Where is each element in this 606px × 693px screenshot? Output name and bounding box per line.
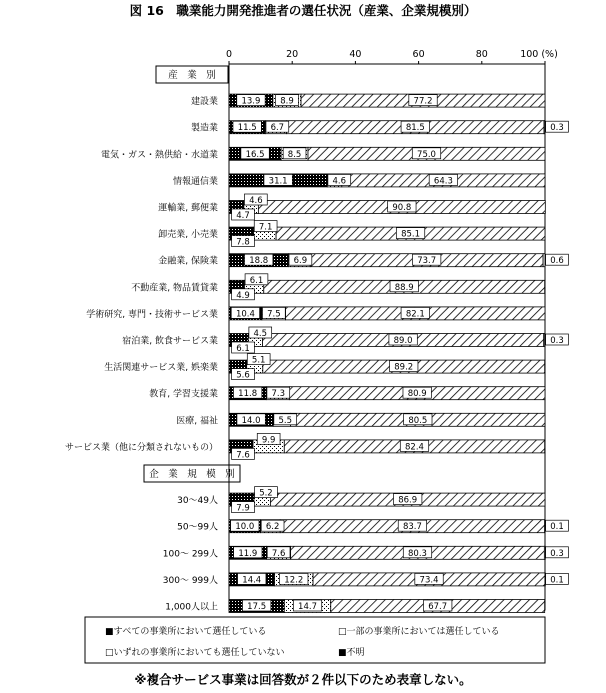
x-tick-label: 40 [349,49,362,60]
data-label: 14.7 [298,602,317,612]
section-header: 産 業 別 [168,70,216,81]
category-labels [65,66,240,613]
category-label: 50～99人 [177,522,218,533]
category-label: 医療, 福祉 [176,416,218,427]
x-axis [226,49,558,64]
bars [229,94,568,612]
data-label: 89.2 [394,362,414,373]
data-label: 8.9 [280,96,294,107]
data-label: 0.3 [550,336,564,346]
bar-segment [544,334,545,347]
bar-segment [543,254,545,267]
data-label: 82.4 [405,442,424,453]
data-label: 6.1 [236,344,250,354]
data-label: 16.5 [245,149,265,160]
data-label: 86.9 [398,495,418,506]
data-label: 0.3 [550,123,564,134]
data-label: 73.4 [419,575,439,586]
data-label: 7.1 [258,222,273,233]
category-label: 電気・ガス・熱供給・水道業 [100,150,218,161]
data-label: 5.1 [251,355,266,366]
x-tick-label: 60 [412,49,425,60]
data-label: 83.7 [402,522,422,533]
bar-segment [544,121,545,134]
category-label: 30～49人 [177,496,218,507]
data-label: 10.4 [235,309,255,320]
data-label: 18.8 [249,256,269,267]
data-label: 75.0 [417,149,436,160]
data-label: 6.9 [293,256,308,267]
data-label: 13.9 [241,96,261,107]
legend-item-some-selected: □一部の事業所においては選任している [338,627,500,637]
category-label: 製造業 [190,123,218,134]
data-label: 6.1 [249,275,264,286]
data-label: 4.9 [236,290,250,301]
bar-segment [544,546,545,559]
data-label: 10.0 [235,522,255,533]
category-label: サービス業（他に分類されないもの） [64,442,218,453]
data-label: 7.8 [236,237,250,248]
category-label: 1,000人以上 [165,602,218,613]
x-tick-label: 0 [225,49,233,60]
category-label: 教育, 学習支援業 [149,389,218,400]
data-label: 31.1 [268,176,288,187]
category-label: 建設業 [190,97,218,108]
category-label: 宿泊業, 飲食サービス業 [122,336,218,347]
legend-item-all-selected: ■すべての事業所において選任している [105,627,267,637]
data-label: 0.6 [550,256,564,267]
category-label: 情報通信業 [172,176,218,187]
chart-title: 図 16 職業能力開発推進者の選任状況（産業、企業規模別） [129,3,477,18]
data-label: 8.5 [287,149,302,160]
data-label: 5.5 [278,415,293,426]
data-label: 4.6 [332,176,347,187]
data-label: 80.9 [407,389,427,400]
data-label: 14.0 [241,415,261,426]
data-label: 64.3 [433,176,453,187]
category-label: 金融業, 保険業 [158,256,218,267]
footnote: ※複合サービス事業は回答数が２件以下のため表章しない。 [134,672,472,687]
data-label: 7.6 [271,548,286,559]
x-tick-label: 20 [286,49,299,60]
legend-item-none-selected: □いずれの事業所においても選任していない [105,648,285,658]
legend-item-unknown: ■不明 [338,648,365,658]
data-label: 0.3 [550,548,564,559]
data-label: 12.2 [284,575,304,586]
data-label: 90.8 [392,203,412,213]
category-label: 不動産業, 物品賃貸業 [131,283,218,294]
category-label: 生活関連サービス業, 娯楽業 [104,363,218,374]
category-label: 運輸業, 郵便業 [158,203,218,214]
data-label: 80.3 [408,548,427,559]
data-label: 89.0 [393,336,413,346]
data-label: 0.1 [550,522,564,533]
data-label: 4.7 [236,211,250,221]
data-label: 67.7 [428,602,448,612]
category-label: 学術研究, 専門・技術サービス業 [86,309,218,320]
data-label: 7.5 [267,309,281,320]
data-label: 4.6 [249,196,263,206]
data-label: 85.1 [401,229,421,240]
data-label: 11.5 [237,123,257,134]
x-tick-label: 100 (%) [520,49,558,60]
data-label: 9.9 [261,435,276,446]
data-label: 7.6 [236,450,250,461]
data-label: 0.1 [550,575,564,586]
category-label: 卸売業, 小売業 [158,230,218,241]
x-tick-label: 80 [475,49,488,60]
data-label: 17.5 [247,602,267,612]
data-label: 6.7 [270,123,285,134]
data-label: 77.2 [413,96,433,107]
data-label: 11.8 [238,389,258,400]
category-label: 300～ 999人 [162,575,218,586]
data-label: 81.5 [405,123,425,134]
data-label: 80.5 [408,415,428,426]
data-label: 6.2 [265,522,280,533]
data-label: 4.5 [253,329,268,339]
data-label: 73.7 [417,256,437,267]
data-label: 82.1 [405,309,425,320]
data-label: 11.9 [238,548,258,559]
data-label: 14.4 [242,575,262,586]
category-label: 100～ 299人 [162,549,218,560]
section-header: 企 業 規 模 別 [149,469,235,480]
data-label: 5.2 [259,488,273,499]
data-label: 7.3 [271,389,286,400]
data-label: 7.9 [236,503,250,514]
data-label: 88.9 [394,282,414,293]
data-label: 5.6 [236,370,250,381]
